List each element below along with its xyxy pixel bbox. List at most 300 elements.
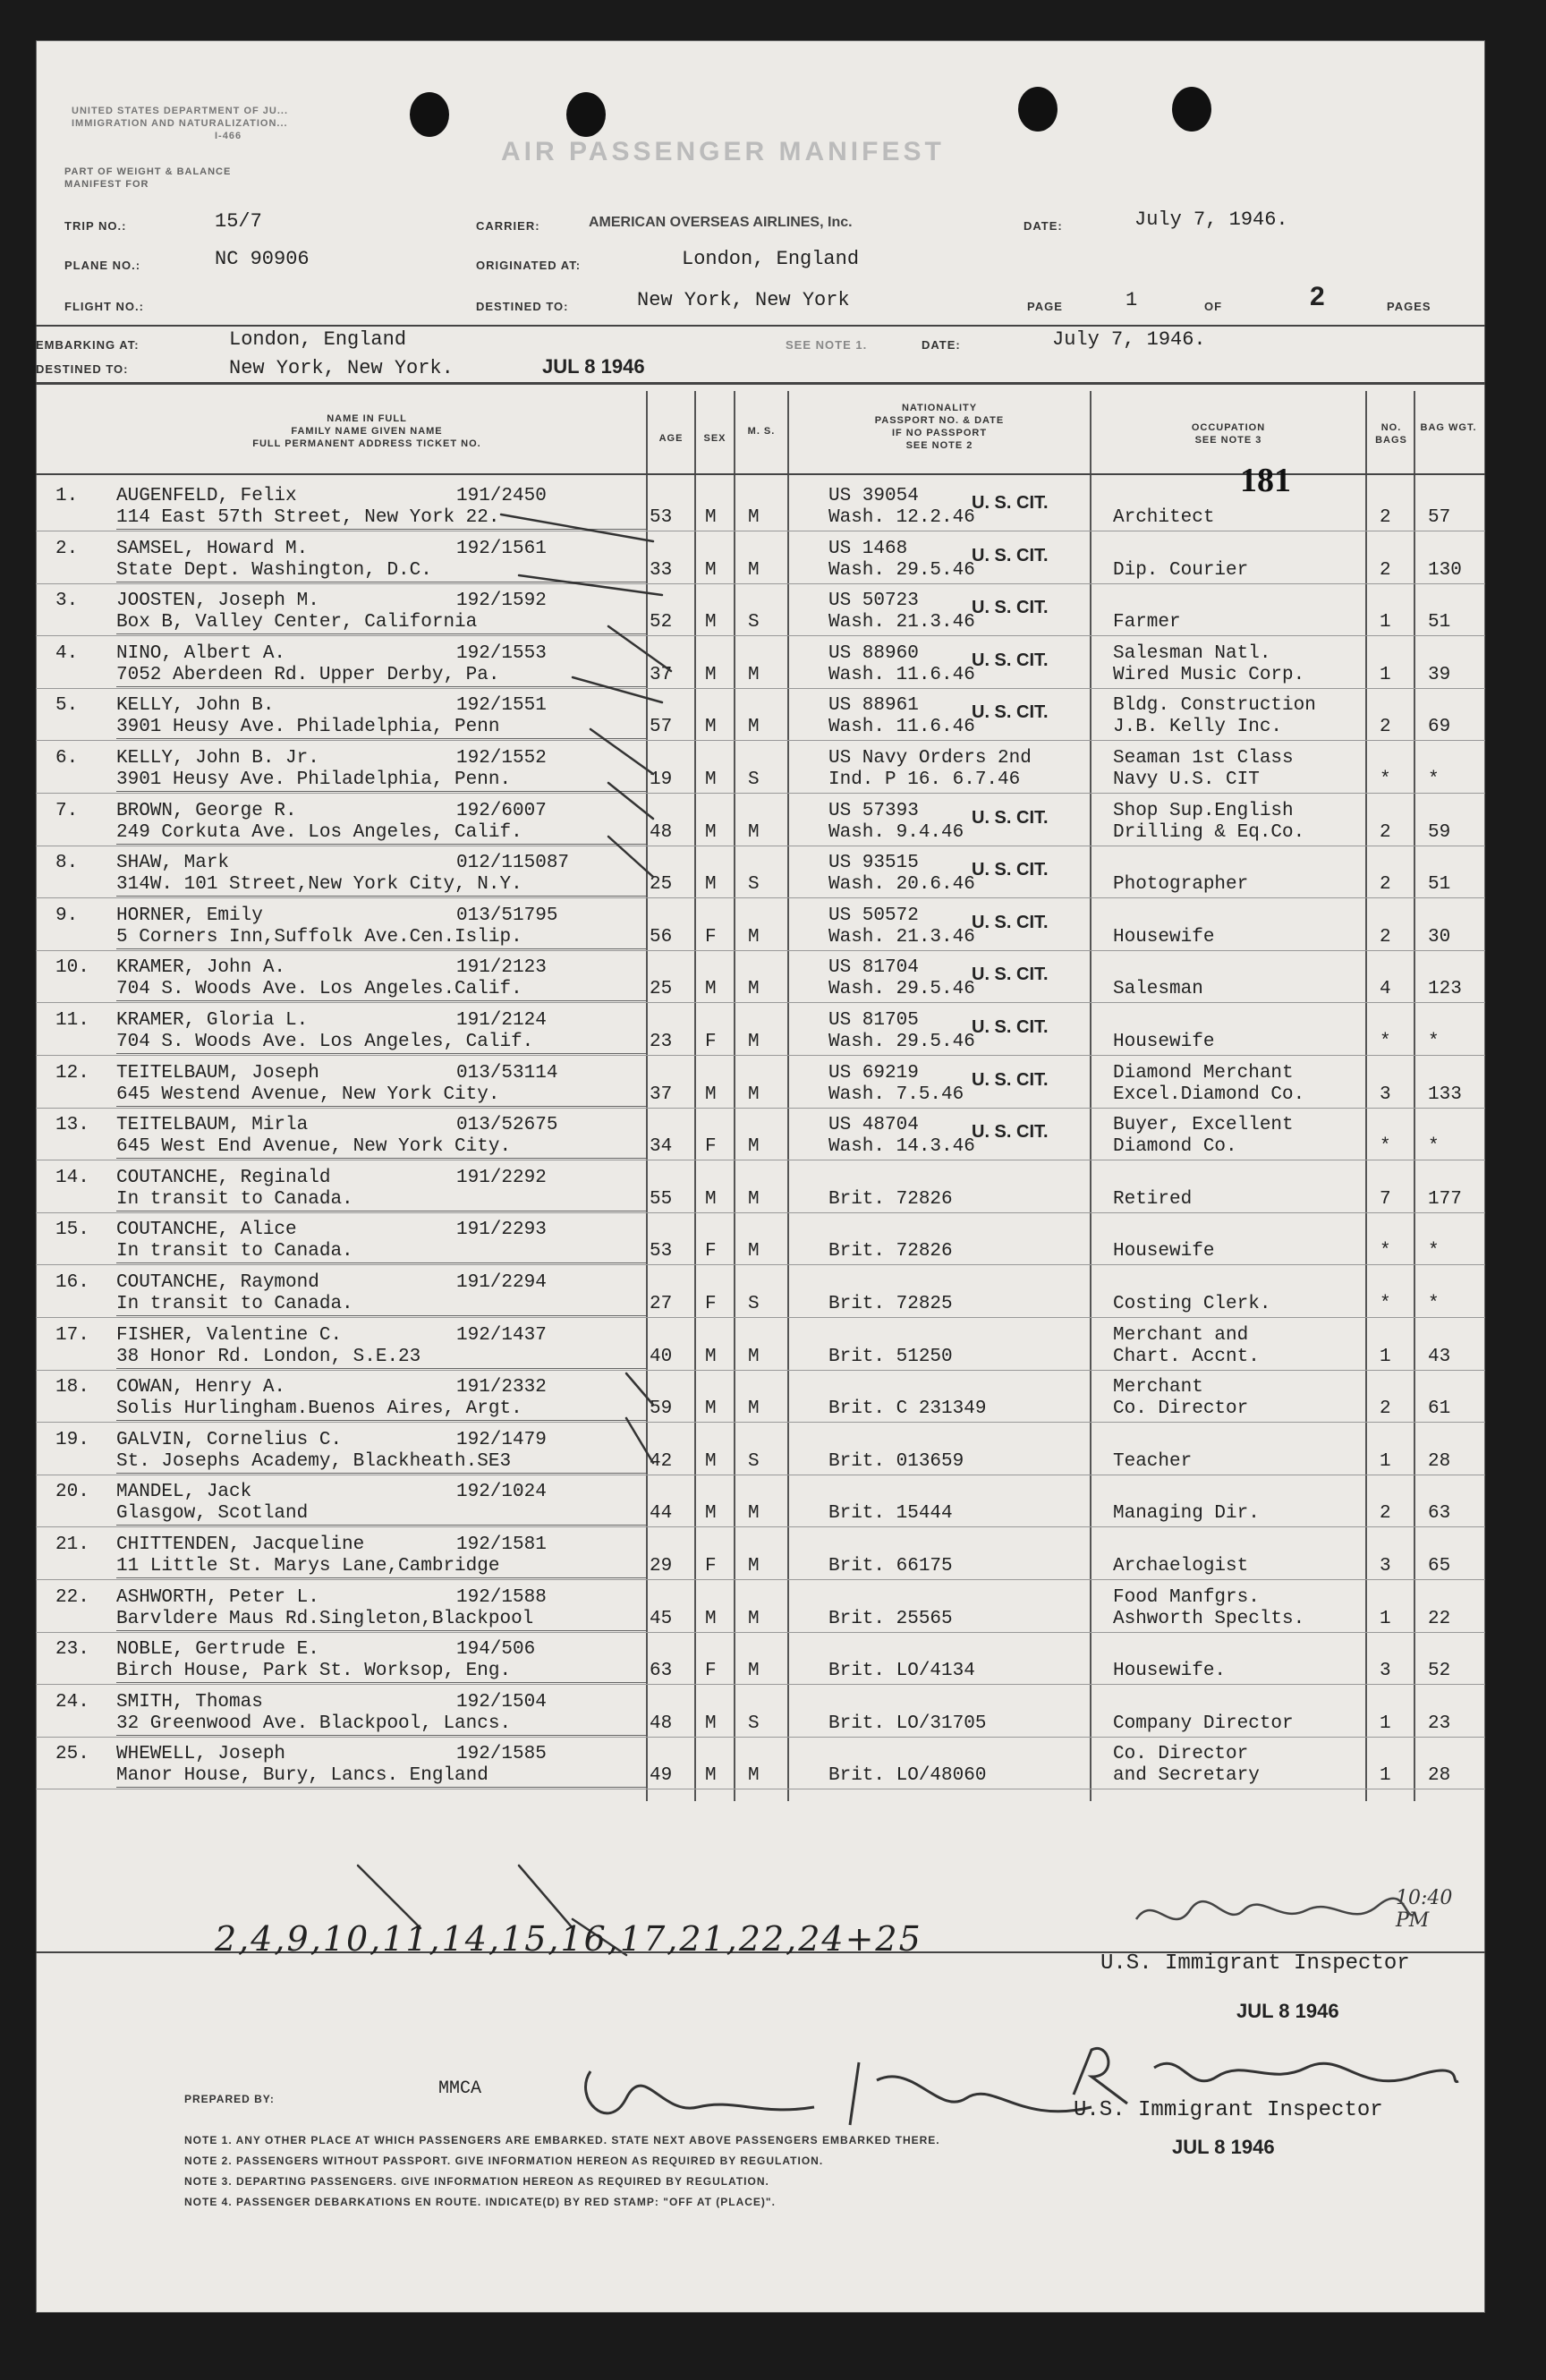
ticket-number: 192/1437 [456,1324,547,1346]
passport-date: Wash. 29.5.46 [828,979,975,1000]
passport-number: US 50572 [828,905,919,926]
nationality-header-line: SEE NOTE 2 [905,440,973,451]
ticket-number: 192/1561 [456,538,547,559]
form-title: AIR PASSENGER MANIFEST [501,137,945,166]
passenger-marital-status: M [748,979,760,1000]
occupation-header-line: SEE NOTE 3 [1194,435,1262,446]
occupation-line-2: Company Director [1113,1713,1294,1734]
handwritten-list: 2,4,9,10,11,14,15,16,17,21,22,24+25 [215,1919,922,1959]
check-mark [501,514,653,541]
passenger-sex: F [705,1556,717,1577]
passenger-age: 44 [650,1503,673,1525]
bag-count: 1 [1380,1608,1391,1629]
originated-label: ORIGINATED AT: [476,259,582,272]
inspection-date-stamp: JUL 8 1946 [1236,2000,1339,2022]
passenger-marital-status: M [748,1765,760,1787]
passenger-sex: M [705,1765,717,1787]
notes-section [184,2130,940,2213]
row-number: 15. [55,1220,89,1241]
bag-count: 2 [1380,717,1391,738]
passenger-sex: M [705,1346,717,1367]
passenger-age: 55 [650,1188,673,1210]
passenger-marital-status: M [748,1661,760,1682]
prepared-by-value: MMCA [438,2078,482,2099]
agency-line-3: I-466 [215,131,242,141]
passenger-age: 33 [650,559,673,581]
occupation-header-line: OCCUPATION [1191,422,1266,433]
passenger-marital-status: M [748,664,760,685]
passenger-sex: M [705,874,717,896]
ticket-number: 191/2450 [456,486,547,506]
passport-date: Brit. 51250 [828,1346,953,1367]
occupation-line-2: Diamond Co. [1113,1136,1237,1158]
passenger-name: NINO, Albert A. [116,642,286,664]
passenger-marital-status: M [748,926,760,948]
passenger-name: KRAMER, Gloria L. [116,1010,309,1031]
bag-count: * [1380,1032,1391,1052]
passenger-name: SHAW, Mark [116,853,230,874]
passenger-age: 27 [650,1294,673,1314]
occupation-line-2: Housewife [1113,926,1215,948]
check-mark [608,626,671,671]
passport-number: US 88961 [828,695,919,717]
bag-weight: 65 [1428,1556,1451,1577]
occupation-line-2: Housewife [1113,1032,1215,1052]
passport-number: US Navy Orders 2nd [828,748,1032,769]
bag-count: * [1380,1241,1391,1262]
nationality-header-line: NATIONALITY [901,403,978,413]
row-number: 21. [55,1534,89,1555]
occupation-line-2: Architect [1113,507,1215,528]
passenger-age: 57 [650,717,673,738]
ticket-number: 192/1581 [456,1534,547,1555]
passenger-sex: M [705,1713,717,1734]
passenger-age: 53 [650,1241,673,1262]
ticket-number: 192/1504 [456,1691,547,1713]
passport-number: US 48704 [828,1115,919,1136]
bag-weight: 69 [1428,717,1451,738]
row-number: 17. [55,1324,89,1346]
row-number: 14. [55,1167,89,1188]
passenger-age: 63 [650,1661,673,1682]
passport-number: US 50723 [828,591,919,612]
passenger-marital-status: S [748,612,760,633]
passport-number: US 81704 [828,957,919,979]
passenger-name: JOOSTEN, Joseph M. [116,591,319,612]
bag-weight: 177 [1428,1188,1462,1210]
ticket-number: 192/1592 [456,591,547,612]
bag-weight: 28 [1428,1765,1451,1787]
passport-number: US 39054 [828,486,919,506]
bag-weight: 28 [1428,1450,1451,1472]
bag-weight: 51 [1428,612,1451,633]
row-number: 19. [55,1429,89,1450]
marital-status-header: M. S. [747,426,776,437]
passenger-address: St. Josephs Academy, Blackheath.SE3 [116,1450,512,1472]
passport-date: Wash. 29.5.46 [828,559,975,581]
passenger-age: 52 [650,612,673,633]
citizenship-stamp: U. S. CIT. [972,965,1049,985]
passenger-name: KELLY, John B. Jr. [116,748,319,769]
passenger-sex: F [705,1136,717,1158]
check-mark [519,575,662,595]
passenger-name: HORNER, Emily [116,905,263,926]
passenger-sex: M [705,1450,717,1472]
row-number: 3. [55,591,79,612]
passenger-address: Birch House, Park St. Worksop, Eng. [116,1661,512,1682]
prepared-by-label: PREPARED BY: [184,2093,275,2105]
passport-date: Brit. LO/48060 [828,1765,987,1787]
inspector-label: U.S. Immigrant Inspector [1100,1951,1410,1976]
passenger-sex: M [705,1608,717,1629]
passenger-marital-status: M [748,1241,760,1262]
destined-label: DESTINED TO: [476,300,569,313]
inspector-label-2: U.S. Immigrant Inspector [1074,2098,1383,2122]
passenger-marital-status: M [748,1346,760,1367]
ticket-number: 191/2293 [456,1220,547,1241]
note-4: NOTE 4. PASSENGER DEBARKATIONS EN ROUTE. INDICATE(D) BY RED STAMP: "OFF AT (PLACE)". [184,2196,776,2208]
passenger-age: 23 [650,1032,673,1052]
passenger-address: Box B, Valley Center, California [116,612,478,633]
passenger-name: SMITH, Thomas [116,1691,263,1713]
passport-date: Brit. 66175 [828,1556,953,1577]
passport-date: Brit. 25565 [828,1608,953,1629]
bag-weight: 39 [1428,664,1451,685]
row-number: 25. [55,1744,89,1765]
passenger-address: Barvldere Maus Rd.Singleton,Blackpool [116,1608,534,1629]
passenger-marital-status: S [748,1294,760,1314]
passenger-address: State Dept. Washington, D.C. [116,559,432,581]
agency-line-1: UNITED STATES DEPARTMENT OF JU... [72,106,289,116]
passenger-name: CHITTENDEN, Jacqueline [116,1534,365,1555]
passenger-marital-status: M [748,507,760,528]
passport-number: US 57393 [828,800,919,821]
carrier-label: CARRIER: [476,219,540,233]
passenger-age: 19 [650,769,673,790]
row-number: 16. [55,1272,89,1293]
passenger-age: 53 [650,507,673,528]
bag-count: 1 [1380,1713,1391,1734]
passenger-sex: F [705,926,717,948]
bag-count: 2 [1380,559,1391,581]
passenger-address: In transit to Canada. [116,1188,353,1210]
bag-weight: * [1428,769,1440,790]
passport-number: US 93515 [828,853,919,874]
bag-weight: * [1428,1136,1440,1158]
passenger-age: 49 [650,1765,673,1787]
passenger-name: ASHWORTH, Peter L. [116,1586,319,1608]
bag-count: 2 [1380,821,1391,843]
passenger-name: WHEWELL, Joseph [116,1744,286,1765]
occupation-line-2: Costing Clerk. [1113,1294,1271,1314]
row-number: 4. [55,642,79,664]
passport-date: Wash. 12.2.46 [828,507,975,528]
destined-to-value: New York, New York. [229,357,454,379]
citizenship-stamp: U. S. CIT. [972,860,1049,880]
date2-label: DATE: [922,338,961,352]
destined-to-label: DESTINED TO: [36,362,129,376]
occupation-line-1: Merchant and [1113,1324,1249,1346]
row-number: 7. [55,800,79,821]
citizenship-stamp: U. S. CIT. [972,1069,1049,1090]
passport-date: Wash. 7.5.46 [828,1084,964,1105]
ticket-number: 192/1588 [456,1586,547,1608]
passenger-age: 42 [650,1450,673,1472]
agency-line-2: IMMIGRATION AND NATURALIZATION... [72,118,288,129]
plane-no-label: PLANE NO.: [64,259,141,272]
name-header-line: FULL PERMANENT ADDRESS TICKET NO. [252,438,481,449]
weight-balance-line-1: PART OF WEIGHT & BALANCE [64,166,232,177]
occupation-line-2: Co. Director [1113,1398,1249,1420]
passport-number: US 1468 [828,538,908,559]
occupation-line-2: Drilling & Eq.Co. [1113,821,1305,843]
bag-weight: * [1428,1032,1440,1052]
passport-date: Wash. 14.3.46 [828,1136,975,1158]
occupation-line-1: Food Manfgrs. [1113,1586,1260,1608]
row-number: 18. [55,1377,89,1398]
passenger-sex: M [705,1503,717,1525]
citizenship-stamp: U. S. CIT. [972,912,1049,932]
passenger-sex: M [705,1188,717,1210]
passenger-name: MANDEL, Jack [116,1482,252,1503]
passenger-sex: F [705,1032,717,1052]
passenger-marital-status: M [748,1136,760,1158]
ticket-number: 012/115087 [456,853,570,874]
date2-value: July 7, 1946. [1052,328,1206,351]
citizenship-stamp: U. S. CIT. [972,598,1049,618]
passenger-marital-status: M [748,1188,760,1210]
passport-date: Wash. 11.6.46 [828,664,975,685]
passport-date: Brit. 15444 [828,1503,953,1525]
citizenship-stamp: U. S. CIT. [972,702,1049,723]
passenger-age: 37 [650,664,673,685]
occupation-line-2: and Secretary [1113,1765,1260,1787]
passenger-sex: M [705,559,717,581]
note-1: NOTE 1. ANY OTHER PLACE AT WHICH PASSENGERS ARE EMBARKED. STATE NEXT ABOVE PASSENGERS EMBARKED THERE. [184,2134,940,2146]
trip-no-label: TRIP NO.: [64,219,127,233]
occupation-line-1: Merchant [1113,1377,1203,1398]
passenger-address: 3901 Heusy Ave. Philadelphia, Penn [116,717,500,738]
bag-count: 4 [1380,979,1391,1000]
passenger-age: 25 [650,874,673,896]
ticket-number: 192/1551 [456,695,547,717]
passenger-age: 34 [650,1136,673,1158]
passenger-marital-status: M [748,1084,760,1105]
occupation-line-2: Dip. Courier [1113,559,1249,581]
bag-weight: 30 [1428,926,1451,948]
bag-count: 1 [1380,664,1391,685]
row-number: 22. [55,1586,89,1608]
passenger-age: 25 [650,979,673,1000]
occupation-line-1: Seaman 1st Class [1113,748,1294,769]
passenger-marital-status: M [748,1398,760,1420]
sex-header: SEX [703,433,726,444]
occupation-line-1: Diamond Merchant [1113,1062,1294,1084]
row-number: 6. [55,748,79,769]
occupation-line-2: Photographer [1113,874,1249,896]
page-count-value: 2 [1310,282,1325,311]
passenger-address: 249 Corkuta Ave. Los Angeles, Calif. [116,821,522,843]
passenger-age: 56 [650,926,673,948]
occupation-line-2: Salesman [1113,979,1203,1000]
bag-weight: 59 [1428,821,1451,843]
ticket-number: 191/2332 [456,1377,547,1398]
passenger-address: Solis Hurlingham.Buenos Aires, Argt. [116,1398,522,1420]
occupation-line-2: Navy U.S. CIT [1113,769,1260,790]
age-header: AGE [658,433,684,444]
passenger-sex: M [705,979,717,1000]
bag-count: 2 [1380,1398,1391,1420]
passenger-marital-status: M [748,1503,760,1525]
passenger-address: 314W. 101 Street,New York City, N.Y. [116,874,522,896]
citizenship-stamp: U. S. CIT. [972,807,1049,828]
passport-date: Brit. 72826 [828,1241,953,1262]
embarking-label: EMBARKING AT: [36,338,140,352]
check-mark [608,783,653,819]
ticket-number: 191/2294 [456,1272,547,1293]
occupation-line-2: Ashworth Speclts. [1113,1608,1305,1629]
ticket-number: 013/51795 [456,905,558,926]
passenger-name: KELLY, John B. [116,695,275,717]
bag-weight: 123 [1428,979,1462,1000]
occupation-line-1: Bldg. Construction [1113,695,1316,717]
passport-date: Brit. C 231349 [828,1398,987,1420]
passenger-address: Glasgow, Scotland [116,1503,309,1525]
citizenship-stamp: U. S. CIT. [972,1017,1049,1037]
passenger-sex: F [705,1661,717,1682]
nationality-header-line: PASSPORT NO. & DATE [874,415,1005,426]
bags-header: NO. BAGS [1375,422,1407,446]
passenger-sex: F [705,1241,717,1262]
passport-date: Ind. P 16. 6.7.46 [828,769,1021,790]
bag-weight: 130 [1428,559,1462,581]
passenger-marital-status: M [748,1032,760,1052]
ticket-number: 192/1552 [456,748,547,769]
passenger-sex: M [705,612,717,633]
bag-weight: 63 [1428,1503,1451,1525]
occupation-line-2: Farmer [1113,612,1181,633]
name-header-line: FAMILY NAME GIVEN NAME [291,426,443,437]
row-number: 24. [55,1691,89,1713]
passenger-address: 32 Greenwood Ave. Blackpool, Lancs. [116,1713,512,1734]
bag-count: 1 [1380,612,1391,633]
bag-weight: 133 [1428,1084,1462,1105]
bag-weight: 61 [1428,1398,1451,1420]
embarking-value: London, England [229,328,407,351]
passenger-age: 40 [650,1346,673,1367]
passenger-sex: M [705,717,717,738]
page-label: PAGE [1027,300,1063,313]
passport-date: Brit. 72825 [828,1294,953,1314]
bag-weight: * [1428,1241,1440,1262]
passenger-address: 7052 Aberdeen Rd. Upper Derby, Pa. [116,664,500,685]
passenger-name: TEITELBAUM, Mirla [116,1115,309,1136]
ticket-number: 192/1553 [456,642,547,664]
ticket-number: 013/52675 [456,1115,558,1136]
inspector-signature [1127,1883,1423,1946]
trip-no-value: 15/7 [215,210,262,233]
passenger-address: 645 West End Avenue, New York City. [116,1136,512,1158]
passenger-address: 38 Honor Rd. London, S.E.23 [116,1346,421,1367]
inspection-date-stamp-2: JUL 8 1946 [1172,2136,1275,2158]
passenger-address: 5 Corners Inn,Suffolk Ave.Cen.Islip. [116,926,522,948]
row-number: 13. [55,1115,89,1136]
passenger-marital-status: S [748,874,760,896]
occupation-line-2: Excel.Diamond Co. [1113,1084,1305,1105]
ticket-number: 192/1585 [456,1744,547,1765]
ticket-number: 192/1024 [456,1482,547,1503]
check-mark [608,837,653,877]
passenger-marital-status: S [748,1713,760,1734]
passport-date: Brit. 013659 [828,1450,964,1472]
citizenship-stamp: U. S. CIT. [972,650,1049,670]
bag-weight: 52 [1428,1661,1451,1682]
bag-weight: 51 [1428,874,1451,896]
passenger-marital-status: M [748,717,760,738]
passport-date: Wash. 21.3.46 [828,612,975,633]
passenger-marital-status: S [748,769,760,790]
see-note-label: SEE NOTE 1. [786,338,868,352]
passenger-address: 114 East 57th Street, New York 22. [116,507,500,528]
passport-date: Brit. 72826 [828,1188,953,1210]
passenger-marital-status: M [748,821,760,843]
passenger-sex: M [705,1084,717,1105]
destined-value: New York, New York [637,289,850,311]
passenger-marital-status: M [748,559,760,581]
occupation-line-2: Chart. Accnt. [1113,1346,1260,1367]
row-number: 8. [55,853,79,874]
occupation-line-1: Co. Director [1113,1744,1249,1765]
bag-count: 3 [1380,1661,1391,1682]
page-value: 1 [1126,289,1138,311]
occupation-line-2: J.B. Kelly Inc. [1113,717,1283,738]
passport-date: Wash. 21.3.46 [828,926,975,948]
passport-date: Wash. 20.6.46 [828,874,975,896]
note-3: NOTE 3. DEPARTING PASSENGERS. GIVE INFORMATION HEREON AS REQUIRED BY REGULATION. [184,2175,769,2188]
check-mark [626,1373,653,1405]
date-label: DATE: [1024,219,1063,233]
received-date-stamp: JUL 8 1946 [542,355,645,378]
bag-weight-header: BAG WGT. [1420,422,1477,433]
bag-count: * [1380,1136,1391,1158]
bag-count: 1 [1380,1450,1391,1472]
bag-count: 2 [1380,507,1391,528]
bag-count: 3 [1380,1556,1391,1577]
originated-value: London, England [682,248,860,270]
passport-number: US 69219 [828,1062,919,1084]
citizenship-stamp: U. S. CIT. [972,493,1049,513]
occupation-line-1: Shop Sup.English [1113,800,1294,821]
row-number: 11. [55,1010,89,1031]
passenger-address: Manor House, Bury, Lancs. England [116,1765,488,1787]
occupation-line-2: Housewife [1113,1241,1215,1262]
occupation-line-2: Retired [1113,1188,1193,1210]
bag-count: 2 [1380,926,1391,948]
passenger-sex: M [705,507,717,528]
bag-weight: 23 [1428,1713,1451,1734]
occupation-line-2: Wired Music Corp. [1113,664,1305,685]
passenger-age: 48 [650,821,673,843]
bag-weight: 43 [1428,1346,1451,1367]
row-number: 10. [55,957,89,979]
ticket-number: 192/1479 [456,1429,547,1450]
flight-no-label: FLIGHT NO.: [64,300,144,313]
ticket-number: 191/2292 [456,1167,547,1188]
occupation-line-1: Buyer, Excellent [1113,1115,1294,1136]
row-number: 5. [55,695,79,717]
row-number: 9. [55,905,79,926]
passenger-address: 704 S. Woods Ave. Los Angeles.Calif. [116,979,522,1000]
